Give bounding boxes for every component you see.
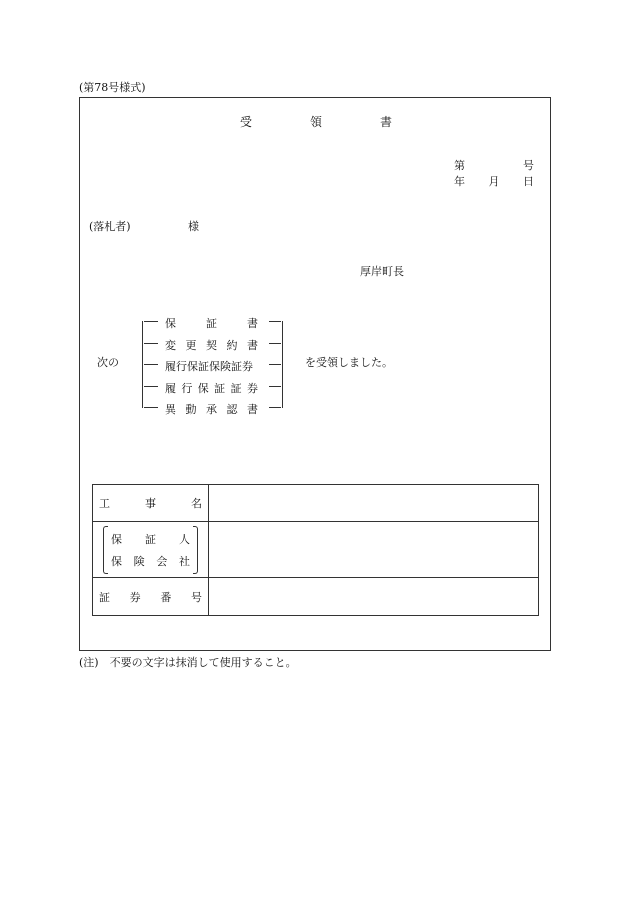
list-item: 異 動 承 認 書 [140, 398, 285, 420]
recipient-label: (落札者) [89, 220, 131, 233]
list-item: 保 証 書 [140, 312, 285, 334]
list-item: 変 更 契 約 書 [140, 334, 285, 356]
form-number: (第78号様式) [79, 81, 146, 94]
list-item: 履行保証保険証券 [140, 355, 285, 377]
certificate-number-field[interactable] [209, 578, 539, 616]
recipient-honorific: 様 [188, 220, 199, 233]
doc-number-suffix: 号 [523, 159, 534, 172]
list-item: 履 行 保 証 証 券 [140, 377, 285, 399]
table-row [93, 485, 539, 522]
document-type-list [140, 312, 285, 420]
table-row [93, 578, 539, 616]
issuer: 厚岸町長 [360, 265, 404, 278]
title-char: 書 [379, 115, 392, 129]
guarantor-field[interactable] [209, 522, 539, 578]
info-table [92, 484, 539, 616]
construction-name-label: 工 事 名 [93, 485, 209, 522]
sentence-suffix: を受領しました。 [305, 356, 393, 369]
date-line [454, 176, 534, 187]
table-row [93, 522, 539, 578]
guarantor-label: 保 証 人 保 険 会 社 [93, 522, 209, 578]
construction-name-field[interactable] [209, 485, 539, 522]
certificate-number-label: 証 券 番 号 [93, 578, 209, 616]
footnote: (注) 不要の文字は抹消して使用すること。 [79, 656, 297, 669]
date-year: 年 [454, 175, 465, 188]
title-char: 受 [240, 115, 253, 129]
doc-number-prefix: 第 [454, 159, 465, 172]
date-day: 日 [523, 175, 534, 188]
page-title [240, 116, 392, 128]
date-month: 月 [488, 175, 500, 188]
title-char: 領 [309, 115, 322, 129]
sentence-prefix: 次の [97, 356, 119, 369]
document-number [454, 160, 534, 171]
